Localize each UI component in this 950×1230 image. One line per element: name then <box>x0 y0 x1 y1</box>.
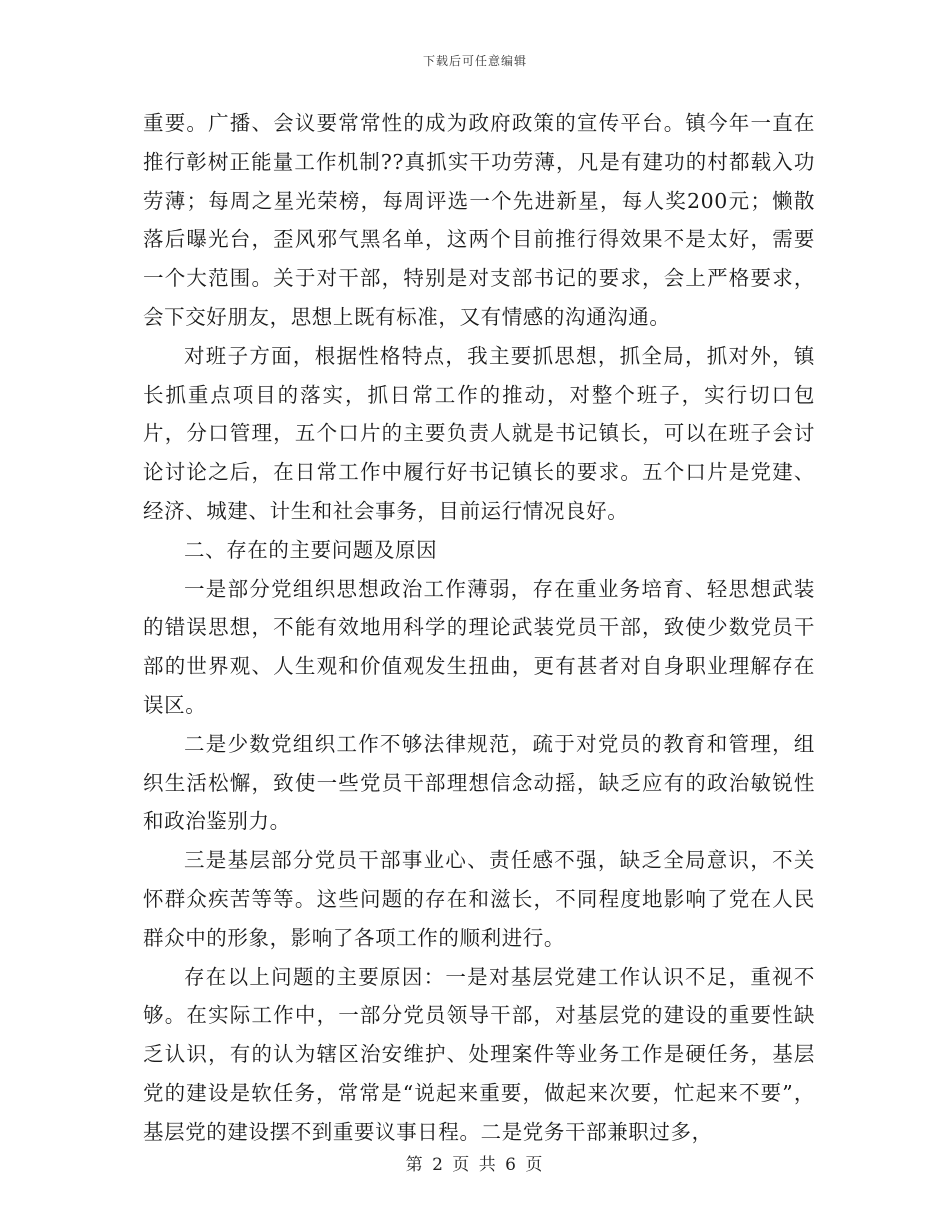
paragraph-causes: 存在以上问题的主要原因：一是对基层党建工作认识不足，重视不够。在实际工作中，一部分党员领导干部，对基层党的建设的重要性缺乏认识，有的认为辖区治安维护、处理案件等业务工作是硬任务，基层党的建设是软任务，常常是“说起来重要，做起来次要，忙起来不要”，基层党的建设摆不到重要议事日程。二是党务干部兼职过多， <box>143 964 815 1144</box>
document-body <box>143 104 815 1152</box>
paragraph-team-management: 对班子方面，根据性格特点，我主要抓思想，抓全局，抓对外，镇长抓重点项目的落实，抓日常工作的推动，对整个班子，实行切口包片，分口管理，五个口片的主要负责人就是书记镇长，可以在班子会讨论讨论之后，在日常工作中履行好书记镇长的要求。五个口片是党建、经济、城建、计生和社会事务，目前运行情况良好。 <box>143 343 815 523</box>
paragraph-problem-one: 一是部分党组织思想政治工作薄弱，存在重业务培育、轻思想武装的错误思想，不能有效地用科学的理论武装党员干部，致使少数党员干部的世界观、人生观和价值观发生扭曲，更有甚者对自身职业理解存在误区。 <box>143 576 815 717</box>
paragraph-problem-three: 三是基层部分党员干部事业心、责任感不强，缺乏全局意识，不关怀群众疾苦等等。这些问题的存在和滋长，不同程度地影响了党在人民群众中的形象，影响了各项工作的顺利进行。 <box>143 848 815 950</box>
paragraph-problem-two: 二是少数党组织工作不够法律规范，疏于对党员的教育和管理，组织生活松懈，致使一些党员干部理想信念动摇，缺乏应有的政治敏锐性和政治鉴别力。 <box>143 731 815 834</box>
page-header-note: 下载后可任意编辑 <box>422 54 527 68</box>
section-heading-problems: 二、存在的主要问题及原因 <box>184 537 438 562</box>
paragraph-continuation: 重要。广播、会议要常常性的成为政府政策的宣传平台。镇今年一直在推行彰树正能量工作机制??真抓实干功劳薄，凡是有建功的村都载入功劳薄；每周之星光荣榜，每周评选一个先进新星，每人奖200元；懒散落后曝光台，歪风邪气黑名单，这两个目前推行得效果不是太好，需要一个大范围。关于对干部，特别是对支部书记的要求，会上严格要求，会下交好朋友，思想上既有标准，又有情感的沟通沟通。 <box>143 111 815 329</box>
page-number-footer: 第 2 页 共 6 页 <box>405 1155 545 1175</box>
